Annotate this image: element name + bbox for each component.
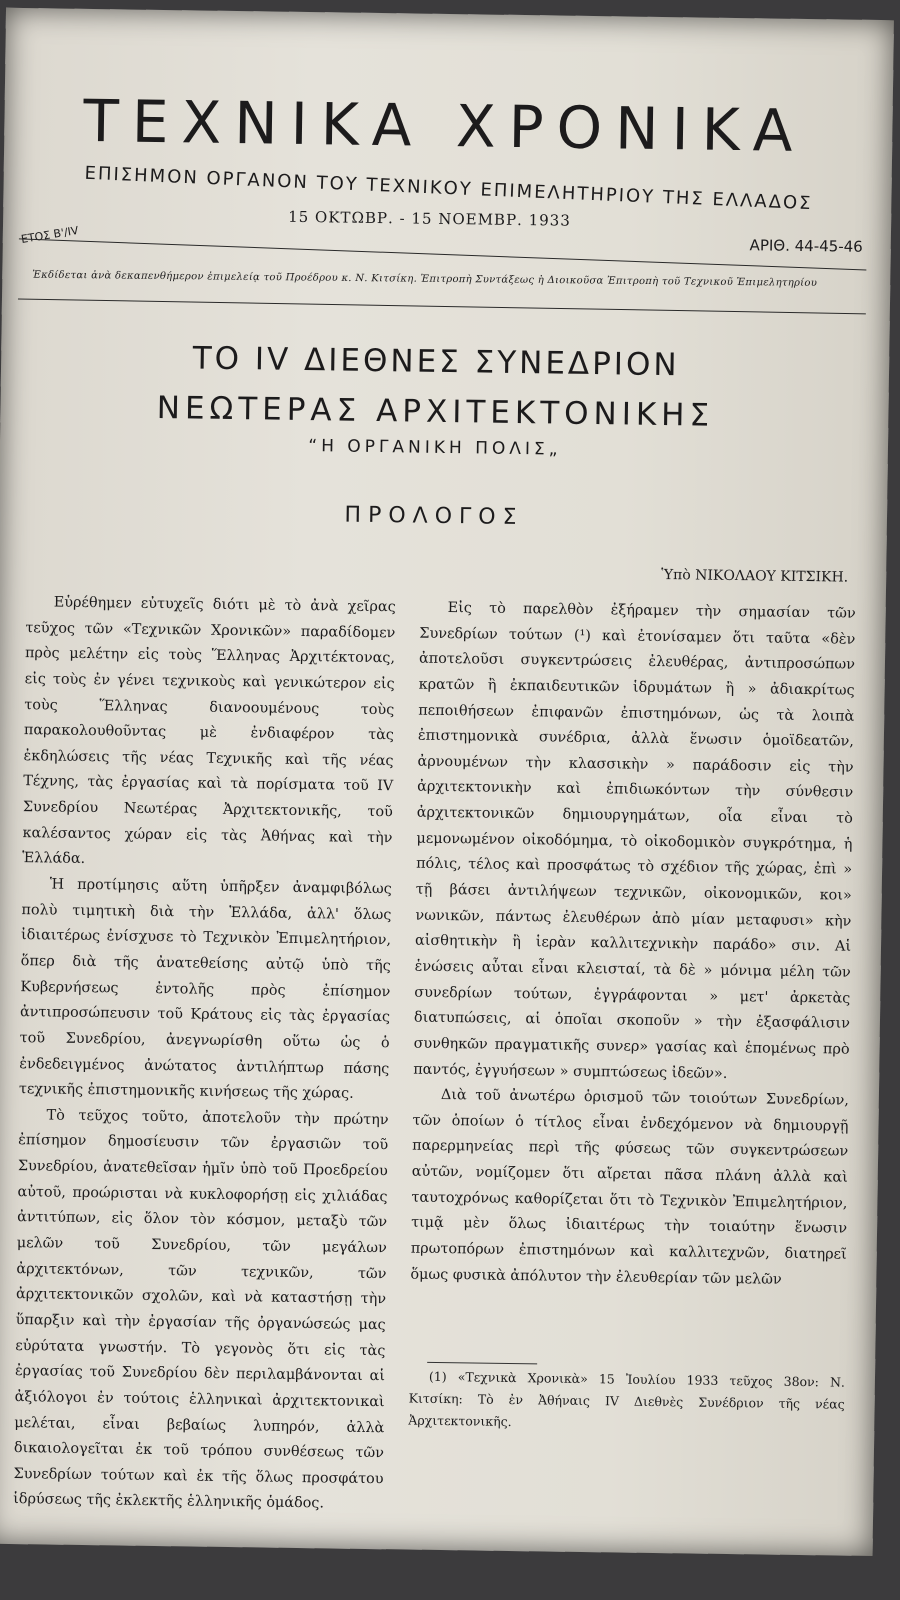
headline-subtitle: “Η ΟΡΓΑΝΙΚΗ ΠΟΛΙΣ„ — [308, 436, 562, 460]
masthead-title: ΤΕΧΝΙΚΑ ΧΡΟΝΙΚΑ — [82, 86, 806, 165]
paragraph: Διὰ τοῦ ἀνωτέρω ὁρισμοῦ τῶν τοιούτων Συνεδρίων, τῶν ὁποίων ὁ τίτλος εἶναι ἐνδεχόμενον νὰ δημιουργῇ παρερμηνείας περὶ τῆς φύσεως τῶν συγκεντρώσεων αὐτῶν, νομίζομεν ὅτι αἴρεται πᾶσα πλάνη ἀλλὰ καὶ ταυτοχρόνως καθορίζεται ὅτι τὸ Τεχνικὸν Ἐπιμελητήριον, τιμᾷ μὲν ὅλως ἰδιαιτέρως τὴν τοιαύτην ἕνωσιν πρωτοπόρων ἐπιστημόνων καὶ καλλιτεχνῶν, διατηρεῖ ὅμως φυσικὰ ἀπόλυτον τὴν ἐλευθερίαν τῶν μελῶν — [410, 1087, 849, 1288]
footnote: (1) «Τεχνικὰ Χρονικὰ» 15 Ἰουλίου 1933 τεῦχος 38ον: Ν. Κιτσίκη: Τὸ ἐν Ἀθήναις IV Διεθνὲς Συνέδριον τῆς νέας Ἀρχιτεκτονικῆς. — [408, 1368, 846, 1429]
issue-number: ΑΡΙΘ. 44-45-46 — [749, 236, 863, 256]
volume-label: ΕΤΟΣ Β'/IV — [20, 223, 80, 246]
paragraph: Ἡ προτίμησις αὕτη ὑπῆρξεν ἀναμφιβόλως πολὺ τιμητικὴ διὰ τὴν Ἑλλάδα, ἀλλ' ὅλως ἰδιαιτέρως ἐνίσχυσε τὸ Τεχνικὸν Ἐπιμελητήριον, ὅπερ διὰ τῆς ἀνατεθείσης αὐτῷ ὑπὸ τῆς Κυβερνήσεως ἐντολῆς πρὸς ἐπίσημον ἀντιπροσώπευσιν τοῦ Κράτους εἰς τὰς ἐργασίας τοῦ Συνεδρίου, ἀνεγνωρίσθη οὕτω ὡς ὁ ἐνδεδειγμένος ἀνώτατος ἀντιλήπτωρ πάσης τεχνικῆς ἐπιστημονικῆς κινήσεως τῆς χώρας. — [18, 876, 392, 1102]
journal-page — [0, 8, 894, 1556]
masthead-subtitle: ΕΠΙΣΗΜΟΝ ΟΡΓΑΝΟΝ ΤΟΥ ΤΕΧΝΙΚΟΥ ΕΠΙΜΕΛΗΤΗΡΙΟΥ ΤΗΣ ΕΛΛΑΔΟΣ — [84, 162, 813, 215]
masthead-rule-bottom — [18, 299, 866, 315]
issue-date: 15 ΟΚΤΩΒΡ. - 15 ΝΟΕΜΒΡ. 1933 — [288, 207, 571, 230]
byline: Ὑπὸ ΝΙΚΟΛΑΟΥ ΚΙΤΣΙΚΗ. — [661, 567, 849, 586]
paragraph: Εὑρέθημεν εὐτυχεῖς διότι μὲ τὸ ἀνὰ χεῖρας τεῦχος τῶν «Τεχνικῶν Χρονικῶν» παραδίδομεν πρὸς μελέτην εἰς τοὺς Ἕλληνας Ἀρχιτέκτονας, εἰς τοὺς ἐν γένει τεχνικοὺς καὶ γενικώτερον εἰς τοὺς Ἕλληνας διανοουμένους τοὺς παρακολουθοῦντας μὲ ἐνδιαφέρον τὰς ἐκδηλώσεις τῆς νέας Τεχνικῆς καὶ τῆς νέας Τέχνης, τὰς ἐργασίας καὶ τὰ πορίσματα τοῦ IV Συνεδρίου Νεωτέρας Ἀρχιτεκτονικῆς, τοῦ καλέσαντος χώραν εἰς τὰς Ἀθήνας καὶ τὴν Ἑλλάδα. — [22, 594, 396, 868]
headline-line-1: ΤΟ IV ΔΙΕΘΝΕΣ ΣΥΝΕΔΡΙΟΝ — [192, 340, 680, 384]
left-column — [13, 590, 396, 1518]
paragraph: Εἰς τὸ παρελθὸν ἐξήραμεν τὴν σημασίαν τῶν Συνεδρίων τούτων (¹) καὶ ἐτονίσαμεν ὅτι ταῦτα «δὲν ἀποτελοῦσι συγκεντρώσεις ἐλευθέρας, ἀντιπροσώπων κρατῶν ἢ ἐκπαιδευτικῶν ἱδρυμάτων ἢ » ἀδιακρίτως πεποιθήσεων ἐπιφανῶν ἐπιστημόνων, ὡς τὰ λοιπὰ ἐπιστημονικὰ συνέδρια, ἀλλὰ ἕνωσιν ὁμοϊδεατῶν, ἀρνουμένων τὴν κλασσικὴν » παράδοσιν εἰς τὴν ἀρχιτεκτονικὴν καὶ ἐπιδιωκόντων τὴν σύνθεσιν ἀρχιτεκτονικῶν δημιουργημάτων, οἷα εἶναι τὸ μεμονωμένον οἰκοδόμημα, τὸ οἰκοδομικὸν συγκρότημα, ἡ πόλις, τέλος καὶ προσφάτως τὸ σχέδιον τῆς χώρας, ἐπὶ » τῇ βάσει ἀντιλήψεων τεχνικῶν, οἰκονομικῶν, κοι» νωνικῶν, πάντως ἐλευθέρων ἀπὸ μίαν μεταφυσι» κὴν αἰσθητικὴν ἢ ἱερὰν καλλιτεχνικὴν παράδο» σιν. Αἱ ἑνώσεις αὗται εἶναι κλεισταί, τὰ δὲ » μόνιμα μέλη τῶν συνεδρίων τούτων, ἐγγράφονται » μετ' ἀρκετὰς διατυπώσεις, αἱ ὁποῖαι σκοποῦν » τὴν ἐξασφάλισιν συνθηκῶν πραγματικῆς συνερ» γασίας καὶ ἑπομένως πρὸ παντός, ἐγγυήσεων » συμπτώσεως ἰδεῶν». — [413, 600, 856, 1082]
editorial-line: Ἐκδίδεται ἀνὰ δεκαπενθήμερον ἐπιμελείᾳ τοῦ Προέδρου κ. Ν. Κιτσίκη. Ἐπιτροπὴ Συντάξεως ἡ Διοικοῦσα Ἐπιτροπὴ τοῦ Τεχνικοῦ Ἐπιμελητηρίου — [32, 269, 818, 289]
right-column — [410, 596, 856, 1294]
footnote-rule — [427, 1362, 537, 1365]
masthead-rule-top — [19, 238, 866, 270]
headline-line-2: ΝΕΩΤΕΡΑΣ ΑΡΧΙΤΕΚΤΟΝΙΚΗΣ — [156, 389, 715, 434]
section-title: ΠΡΟΛΟΓΟΣ — [344, 502, 524, 531]
paragraph: Τὸ τεῦχος τοῦτο, ἀποτελοῦν τὴν πρώτην ἐπίσημον δημοσίευσιν τῶν ἐργασιῶν τοῦ Συνεδρίου, ἀνατεθεῖσαν ἡμῖν ὑπὸ τοῦ Προεδρείου αὐτοῦ, προώρισται νὰ κυκλοφορήσῃ εἰς χιλιάδας ἀντιτύπων, εἰς ὅλον τὸν κόσμον, μεταξὺ τῶν μελῶν τοῦ Συνεδρίου, τῶν μεγάλων ἀρχιτεκτόνων, τῶν τεχνικῶν, τῶν ἀρχιτεκτονικῶν σχολῶν, καὶ νὰ καταστήσῃ τὴν ὕπαρξιν καὶ τὴν ἐργασίαν τῆς ὀργανώσεώς μας εὐρύτατα γνωστήν. Τὸ γεγονὸς ὅτι εἰς τὰς ἐργασίας τοῦ Συνεδρίου δὲν περιλαμβάνονται αἱ ἀξιόλογοι ἐν τούτοις ἑλληνικαὶ ἀρχιτεκτονικαὶ μελέται, εἶναι βεβαίως λυπηρόν, ἀλλὰ δικαιολογεῖται ἐκ τοῦ τρόπου συνθέσεως τῶν Συνεδρίων τούτων καὶ ἐκ τῆς ὅλως προσφάτου ἱδρύσεως τῆς ἐκλεκτῆς ἑλληνικῆς ὁμάδος. — [13, 1107, 389, 1512]
